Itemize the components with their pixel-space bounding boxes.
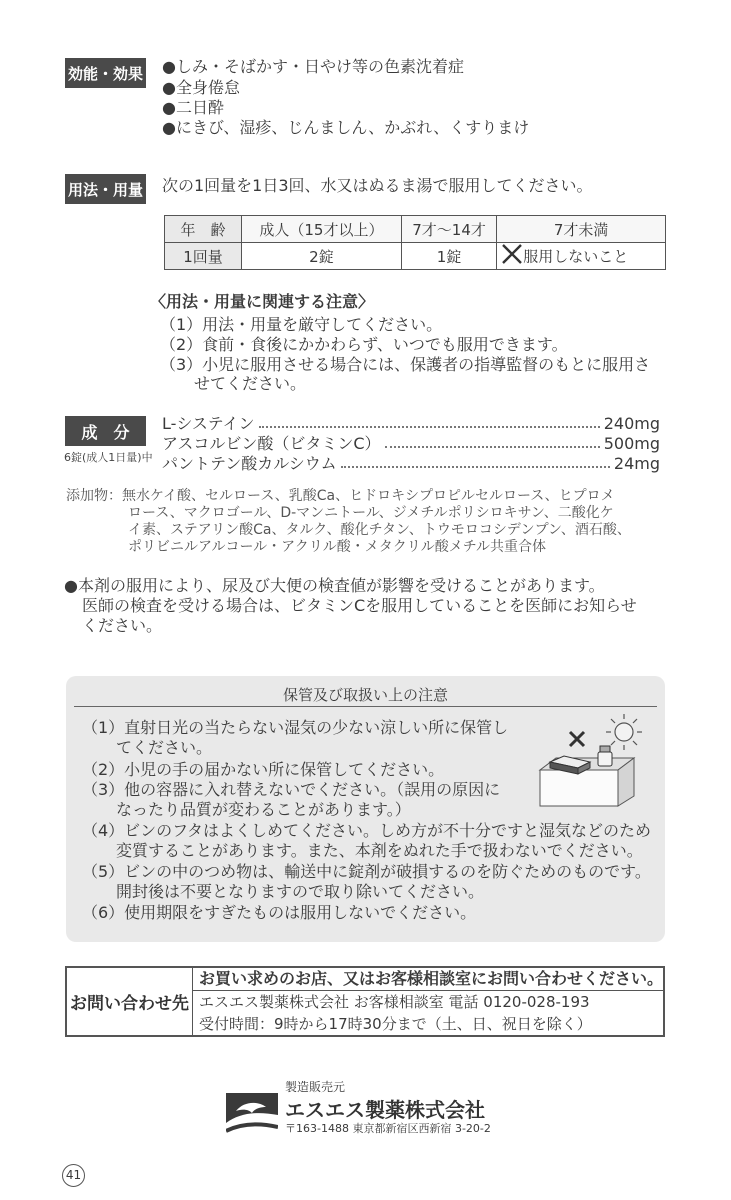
ingredient-row [162,454,660,474]
table-cell: 2錠 [242,243,402,270]
storage-line: てください。 [116,738,213,757]
dosage-tag: 用法・用量 [65,174,146,204]
storage-line: 開封後は不要となりますので取り除いてください。 [116,882,485,901]
table-cell: 成人（15才以上） [242,216,402,243]
storage-line: （6）使用期限をすぎたものは服用しないでください。 [82,903,477,922]
table-cell: 年 齢 [165,216,242,243]
cross-icon [570,732,584,746]
table-cell-text: 服用しないこと [523,247,629,266]
contact-hours: 受付時間：9時から17時30分まで（土、日、祝日を除く） [198,1015,592,1033]
storage-line: なったり品質が変わることがあります。） [116,800,411,819]
cross-icon [501,244,523,268]
ingredients-tag: 成 分 [65,416,146,446]
table-cell: 1回量 [165,243,242,270]
warning-line: ●本剤の服用により、尿及び大便の検査値が影響を受けることがあります。 [64,576,605,595]
storage-line: （2）小児の手の届かない所に保管してください。 [82,760,445,779]
leader-dots [259,414,600,428]
contact-headline: お買い求めのお店、又はお客様相談室にお問い合わせください。 [193,968,663,991]
ingredient-name: L-システイン [162,414,255,433]
dosage-notes-title: 〈用法・用量に関連する注意〉 [150,292,375,311]
storage-title: 保管及び取扱い上の注意 [282,686,448,704]
dosage-table-header-row [165,216,666,243]
ingredient-name: アスコルビン酸（ビタミンC） [162,434,381,453]
company-logo-icon [226,1093,278,1143]
contact-company-phone: エスエス製薬株式会社 お客様相談室 電話 0120-028-193 [198,993,590,1011]
storage-line: （5）ビンの中のつめ物は、輸送中に錠剤が破損するのを防ぐためのものです。 [82,862,651,881]
page-number: 41 [62,1164,85,1187]
maker-name: エスエス製薬株式会社 [285,1098,485,1122]
dosage-note: （2）食前・食後にかかわらず、いつでも服用できます。 [160,335,568,354]
leader-dots [341,454,610,468]
effect-item: ●しみ・そばかす・日やけ等の色素沈着症 [162,57,464,76]
bottle-icon [598,746,612,766]
table-cell: 7才未満 [497,216,666,243]
table-cell: 1錠 [401,243,496,270]
storage-line: 変質することがあります。また、本剤をぬれた手で扱わないでください。 [116,841,643,860]
ingredient-row [162,414,660,434]
ingredient-amount: 240mg [603,414,660,433]
additives-line: 添加物：無水ケイ酸、セルロース、乳酸Ca、ヒドロキシプロピルセルロース、ヒプロメ [66,488,615,504]
dosage-note: （1）用法・用量を厳守してください。 [160,315,443,334]
dosage-note: （3）小児に服用させる場合には、保護者の指導監督のもとに服用さ [160,355,651,374]
additives-line: イ素、ステアリン酸Ca、タルク、酸化チタン、トウモロコシデンプン、酒石酸、 [128,522,631,538]
table-cell-not-allowed [497,243,666,270]
effect-item: ●二日酔 [162,98,224,117]
maker-address: 〒163-1488 東京都新宿区西新宿 3-20-2 [285,1122,491,1135]
sunlight-warning-illustration [538,712,642,808]
dosage-note: せてください。 [194,374,307,393]
ingredient-amount: 24mg [613,454,660,473]
contact-label: お問い合わせ先 [67,968,193,1035]
dosage-table-row [165,243,666,270]
table-cell: 7才～14才 [401,216,496,243]
additives-line: ロース、マクロゴール、D-マンニトール、ジメチルポリシロキサン、二酸化ケ [128,505,614,521]
additives-line: ポリビニルアルコール・アクリル酸・メタクリル酸メチル共重合体 [128,539,547,555]
contact-box [65,966,665,1037]
effect-item: ●全身倦怠 [162,78,240,97]
dosage-intro: 次の1回量を1日3回、水又はぬるま湯で服用してください。 [162,176,593,195]
storage-title-rule [74,706,657,707]
storage-panel [66,676,665,942]
storage-line: （3）他の容器に入れ替えないでください。（誤用の原因に [82,780,501,799]
additives [66,488,666,556]
ingredients-subtitle: 6錠(成人1日量)中 [64,451,153,464]
ingredient-name: パントテン酸カルシウム [162,454,337,473]
sun-icon [606,714,642,750]
dosage-table [164,215,666,270]
warning-line: ください。 [82,616,163,635]
leader-dots [385,434,600,448]
warning-line: 医師の検査を受ける場合は、ビタミンCを服用していることを医師にお知らせ [82,596,637,615]
storage-line: （4）ビンのフタはよくしめてください。しめ方が不十分ですと湿気などのため [82,821,652,840]
contact-details [193,968,663,1035]
effect-item: ●にきび、湿疹、じんましん、かぶれ、くすりまけ [162,118,530,137]
ingredient-amount: 500mg [603,434,660,453]
effects-tag: 効能・効果 [65,58,146,88]
storage-line: （1）直射日光の当たらない湿気の少ない涼しい所に保管し [82,718,509,737]
ingredient-row [162,434,660,454]
maker-label: 製造販売元 [285,1080,346,1094]
